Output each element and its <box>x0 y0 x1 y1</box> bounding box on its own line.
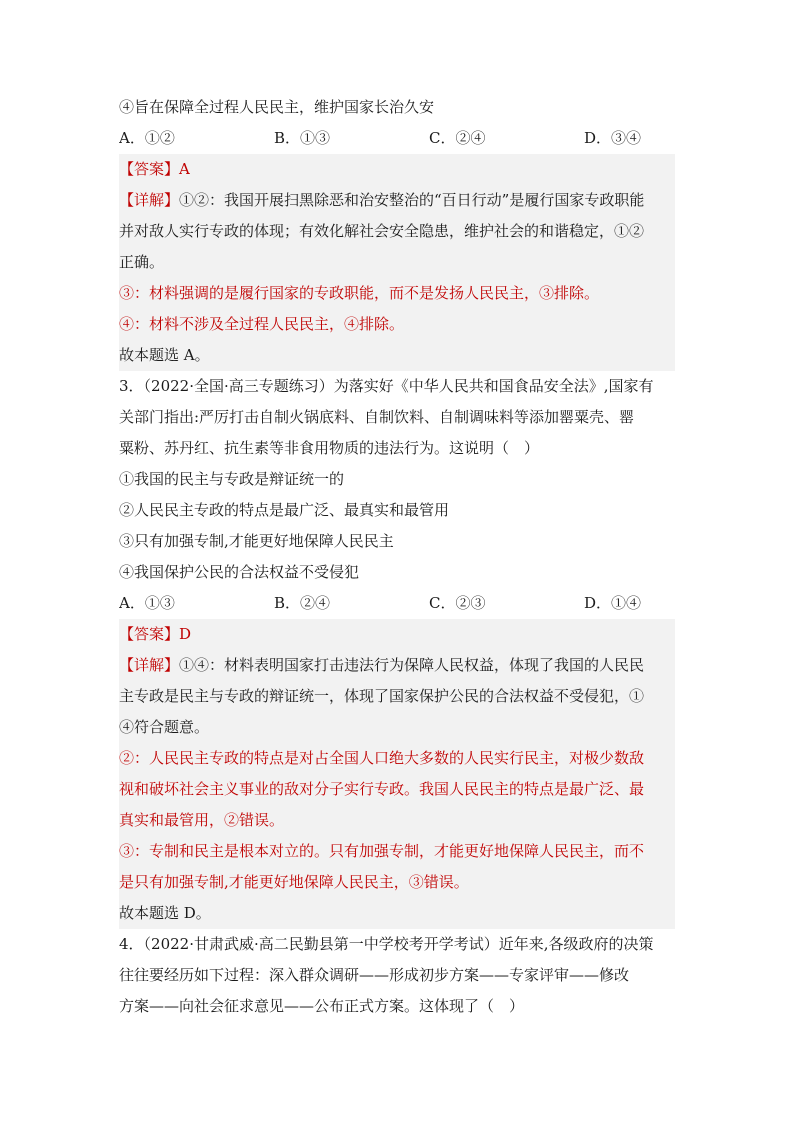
q3-answer-block <box>119 619 675 929</box>
q2-answer <box>119 154 675 185</box>
q2-option-d: D．③④ <box>584 129 642 147</box>
q3-stem-line-3: 粟粉、苏丹红、抗生素等非食用物质的违法行为。这说明（ ） <box>119 439 540 457</box>
q3-wrong-line-4: ③：专制和民主是根本对立的。只有加强专制，才能更好地保障人民民主，而不 <box>119 842 645 860</box>
q3-option-b: B．②④ <box>274 594 331 612</box>
q3-detail-line-1 <box>119 650 675 681</box>
q4-question-block <box>119 929 675 1022</box>
q4-stem-line-3: 方案——向社会征求意见——公布正式方案。这体现了（ ） <box>119 997 525 1015</box>
q3-statement-2: ②人民民主专政的特点是最广泛、最真实和最管用 <box>119 501 450 519</box>
q3-stem-line-2: 关部门指出:严厉打击自制火锅底料、自制饮料、自制调味料等添加罂粟壳、罂 <box>119 408 635 426</box>
q3-detail-line-3: ④符合题意。 <box>119 718 210 736</box>
q2-answer-block <box>119 154 675 371</box>
q3-option-d: D．①④ <box>584 594 642 612</box>
q2-detail-line-1 <box>119 185 675 216</box>
q3-option-c: C．②③ <box>429 594 486 612</box>
q2-wrong-line-2: ④：材料不涉及全过程人民民主，④排除。 <box>119 315 405 333</box>
q2-wrong-line-1: ③：材料强调的是履行国家的专政职能，而不是发扬人民民主，③排除。 <box>119 284 600 302</box>
q2-answer-label: 【答案】 <box>119 160 180 178</box>
q3-detail-text-1: ①④：材料表明国家打击违法行为保障人民权益，体现了我国的人民民 <box>179 656 645 674</box>
q2-detail-line-3: 正确。 <box>119 253 165 271</box>
page-content <box>119 92 675 1022</box>
q2-options <box>119 123 675 154</box>
q3-wrong-line-5: 是只有加强专制,才能更好地保障人民民主，③错误。 <box>119 873 469 891</box>
q2-detail-text-1: ①②：我国开展扫黑除恶和治安整治的“百日行动”是履行国家专政职能 <box>179 191 645 209</box>
q3-wrong-line-3: 真实和最管用，②错误。 <box>119 811 285 829</box>
q3-statement-4: ④我国保护公民的合法权益不受侵犯 <box>119 563 360 581</box>
q3-answer-value: D <box>179 625 192 643</box>
q3-answer-label: 【答案】 <box>119 625 180 643</box>
q2-option-c: C．②④ <box>429 129 486 147</box>
q3-statement-3: ③只有加强专制,才能更好地保障人民民主 <box>119 532 394 550</box>
q3-stem-line-1: 3．（2022·全国·高三专题练习）为落实好《中华人民共和国食品安全法》,国家有 <box>119 377 654 395</box>
q2-option-b: B．①③ <box>274 129 331 147</box>
q3-statement-1: ①我国的民主与专政是辩证统一的 <box>119 470 345 488</box>
q3-answer <box>119 619 675 650</box>
q3-question-block <box>119 371 675 619</box>
q4-stem-line-1: 4．（2022·甘肃武威·高二民勤县第一中学校考开学考试）近年来,各级政府的决策 <box>119 935 654 953</box>
q2-detail-line-2: 并对敌人实行专政的体现；有效化解社会安全隐患，维护社会的和谐稳定，①② <box>119 222 645 240</box>
q3-wrong-line-2: 视和破坏社会主义事业的敌对分子实行专政。我国人民民主的特点是最广泛、最 <box>119 780 645 798</box>
q2-detail-label: 【详解】 <box>119 191 180 209</box>
q2-answer-value: A <box>179 160 190 178</box>
q3-options <box>119 588 675 619</box>
q2-conclusion: 故本题选 A。 <box>119 346 210 364</box>
q3-conclusion: 故本题选 D。 <box>119 904 211 922</box>
q3-detail-line-2: 主专政是民主与专政的辩证统一，体现了国家保护公民的合法权益不受侵犯，① <box>119 687 645 705</box>
q4-stem-line-2: 往往要经历如下过程：深入群众调研——形成初步方案——专家评审——修改 <box>119 966 630 984</box>
q2-option-a: A．①② <box>119 129 175 147</box>
q3-detail-label: 【详解】 <box>119 656 180 674</box>
q2-statement-4: ④旨在保障全过程人民民主，维护国家长治久安 <box>119 98 435 116</box>
q3-wrong-line-1: ②：人民民主专政的特点是对占全国人口绝大多数的人民实行民主，对极少数敌 <box>119 749 645 767</box>
q3-option-a: A．①③ <box>119 594 175 612</box>
